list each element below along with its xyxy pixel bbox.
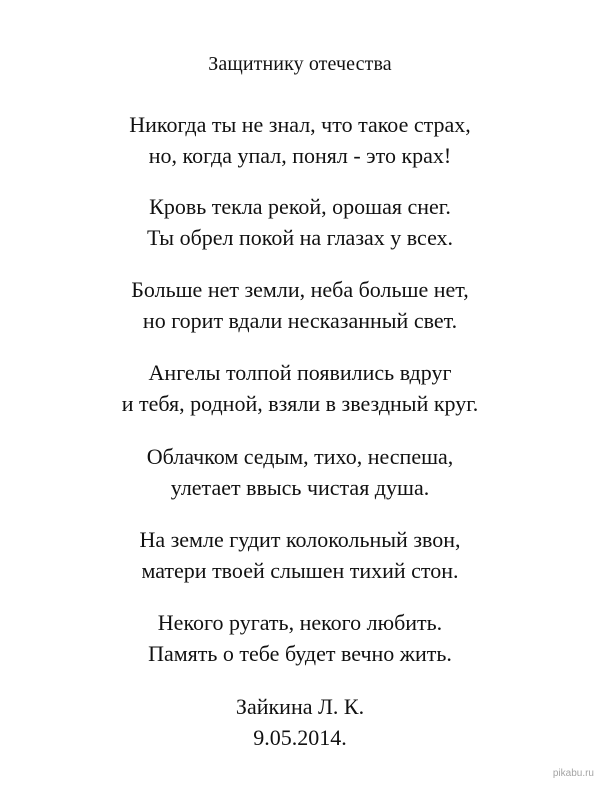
poem-line: Никогда ты не знал, что такое страх, [129, 112, 471, 137]
poem-line: улетает ввысь чистая душа. [170, 475, 430, 500]
poem-line: Ангелы толпой появились вдруг [148, 360, 452, 385]
stanza-6 [0, 524, 600, 586]
poem-line: Кровь текла рекой, орошая снег. [149, 194, 451, 219]
stanza-2 [0, 191, 600, 253]
poem-line: Ты обрел покой на глазах у всех. [146, 225, 454, 250]
poem-line: и тебя, родной, взяли в звездный круг. [121, 391, 479, 416]
poem-line: Память о тебе будет вечно жить. [148, 641, 452, 666]
poem-line: На земле гудит колокольный звон, [139, 527, 461, 552]
signature-block [0, 691, 600, 753]
poem-line: матери твоей слышен тихий стон. [141, 558, 459, 583]
author-name: Зайкина Л. К. [235, 694, 365, 719]
stanza-4 [0, 357, 600, 419]
poem-title: Защитнику отечества [208, 53, 392, 75]
poem-line: но горит вдали несказанный свет. [142, 308, 458, 333]
stanza-1 [0, 109, 600, 171]
poem-line: Больше нет земли, неба больше нет, [131, 277, 469, 302]
stanza-7 [0, 607, 600, 669]
poem-line: Облачком седым, тихо, неспеша, [146, 444, 454, 469]
site-watermark: pikabu.ru [552, 768, 594, 779]
poem-line: но, когда упал, понял - это крах! [148, 143, 452, 168]
stanza-5 [0, 441, 600, 503]
poem-date: 9.05.2014. [253, 725, 347, 750]
stanza-3 [0, 274, 600, 336]
poem-line: Некого ругать, некого любить. [157, 610, 443, 635]
